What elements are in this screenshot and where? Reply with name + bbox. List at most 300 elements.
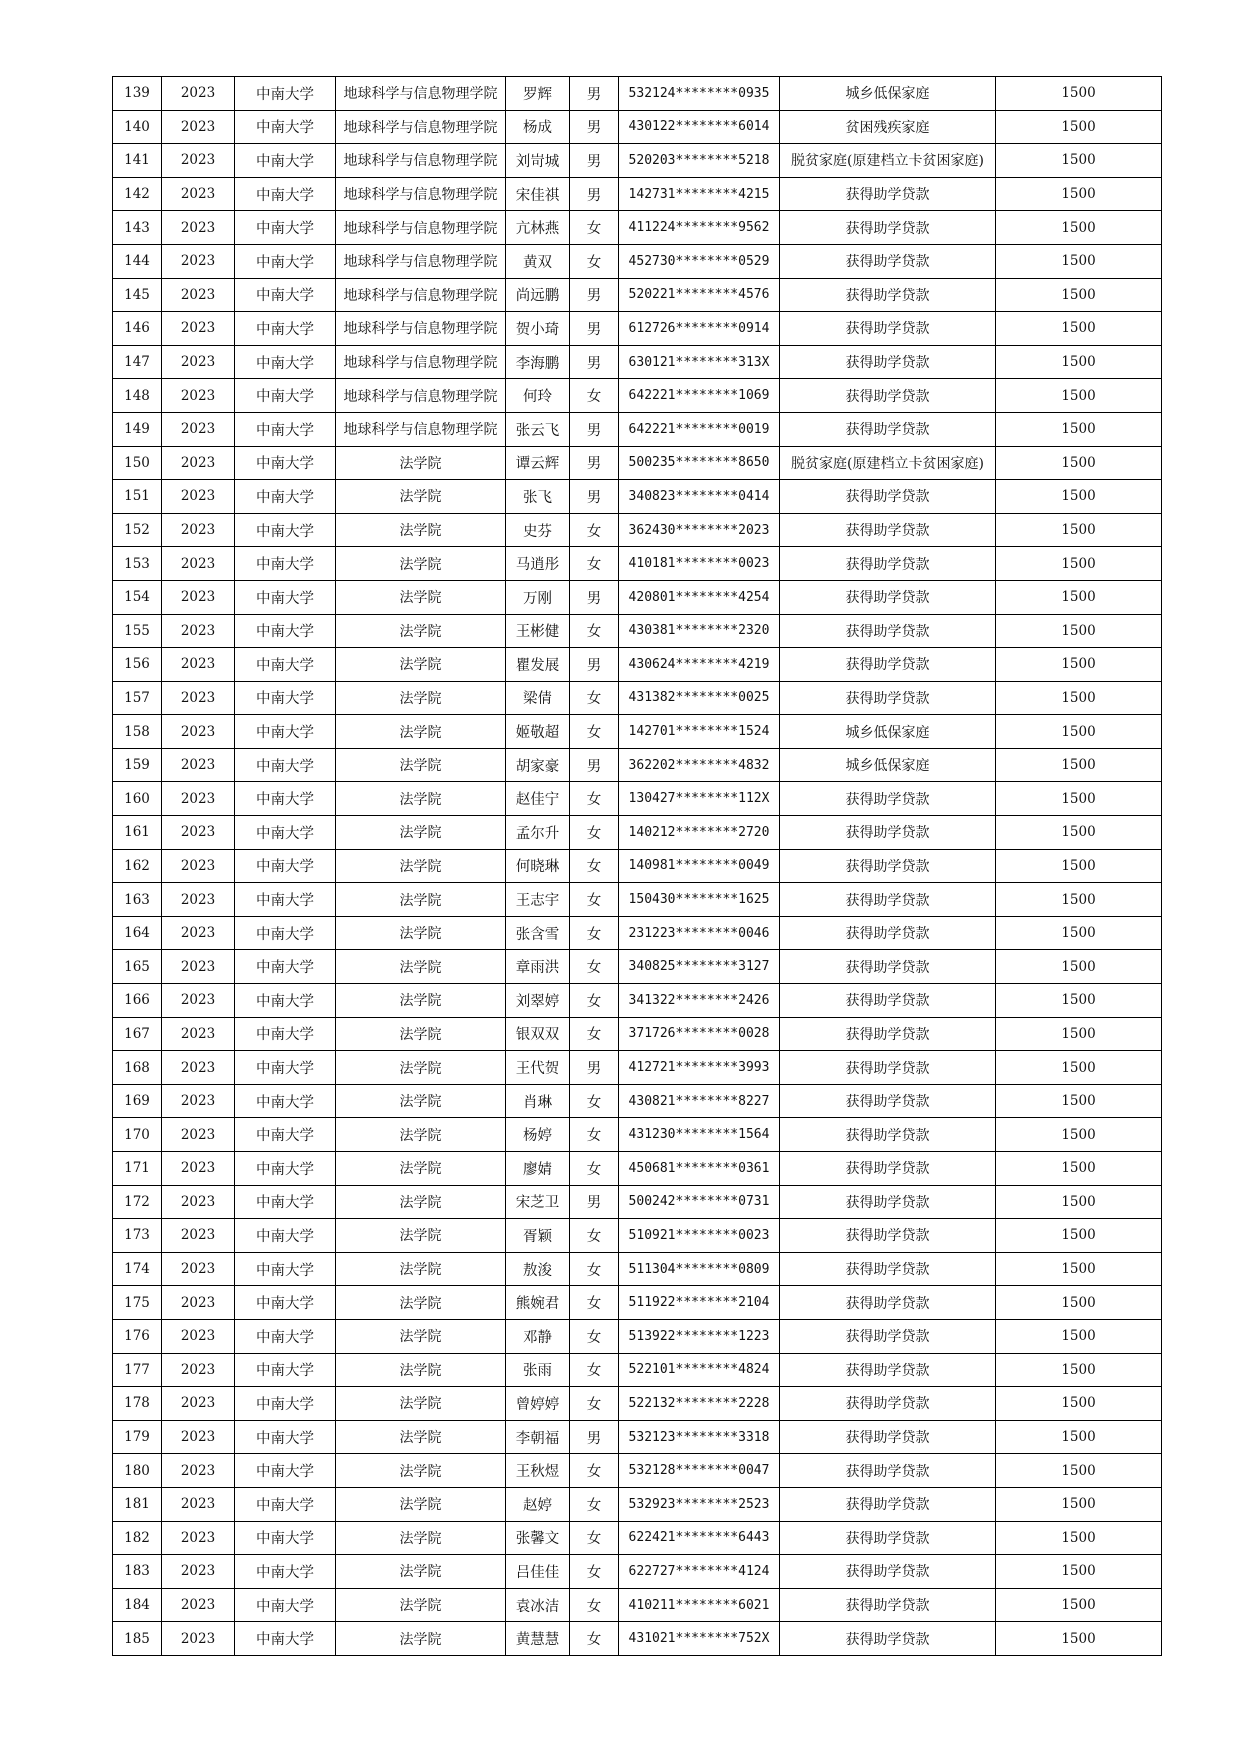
aid-amount-cell: 1500: [996, 950, 1162, 984]
row-number-cell: 165: [113, 950, 162, 984]
table-row: [113, 1487, 1162, 1521]
table-row: [113, 883, 1162, 917]
table-row: [113, 916, 1162, 950]
row-number-cell: 158: [113, 715, 162, 749]
college-cell: 法学院: [336, 648, 506, 682]
row-number-cell: 177: [113, 1353, 162, 1387]
aid-condition-cell: 获得助学贷款: [780, 1353, 996, 1387]
id-number-cell: 522132********2228: [619, 1387, 780, 1421]
id-number-cell: 431021********752X: [619, 1622, 780, 1656]
gender-cell: 女: [570, 1588, 619, 1622]
row-number-cell: 166: [113, 984, 162, 1018]
aid-amount-cell: 1500: [996, 1084, 1162, 1118]
gender-cell: 男: [570, 748, 619, 782]
university-cell: 中南大学: [235, 849, 336, 883]
gender-cell: 男: [570, 177, 619, 211]
aid-amount-cell: 1500: [996, 816, 1162, 850]
aid-condition-cell: 获得助学贷款: [780, 345, 996, 379]
row-number-cell: 172: [113, 1185, 162, 1219]
table-row: [113, 580, 1162, 614]
aid-amount-cell: 1500: [996, 211, 1162, 245]
row-number-cell: 148: [113, 379, 162, 413]
student-name-cell: 史芬: [506, 513, 570, 547]
aid-amount-cell: 1500: [996, 580, 1162, 614]
gender-cell: 女: [570, 816, 619, 850]
aid-condition-cell: 获得助学贷款: [780, 1219, 996, 1253]
student-name-cell: 罗辉: [506, 77, 570, 111]
id-number-cell: 510921********0023: [619, 1219, 780, 1253]
year-cell: 2023: [162, 849, 235, 883]
row-number-cell: 183: [113, 1555, 162, 1589]
id-number-cell: 340823********0414: [619, 480, 780, 514]
id-number-cell: 522101********4824: [619, 1353, 780, 1387]
table-row: [113, 1387, 1162, 1421]
row-number-cell: 153: [113, 547, 162, 581]
university-cell: 中南大学: [235, 816, 336, 850]
id-number-cell: 150430********1625: [619, 883, 780, 917]
id-number-cell: 420801********4254: [619, 580, 780, 614]
row-number-cell: 139: [113, 77, 162, 111]
student-name-cell: 肖琳: [506, 1084, 570, 1118]
id-number-cell: 340825********3127: [619, 950, 780, 984]
aid-condition-cell: 获得助学贷款: [780, 1387, 996, 1421]
aid-amount-cell: 1500: [996, 110, 1162, 144]
aid-amount-cell: 1500: [996, 1420, 1162, 1454]
year-cell: 2023: [162, 681, 235, 715]
student-name-cell: 张含雪: [506, 916, 570, 950]
row-number-cell: 146: [113, 312, 162, 346]
row-number-cell: 181: [113, 1487, 162, 1521]
university-cell: 中南大学: [235, 446, 336, 480]
id-number-cell: 130427********112X: [619, 782, 780, 816]
table-row: [113, 1555, 1162, 1589]
gender-cell: 男: [570, 278, 619, 312]
college-cell: 法学院: [336, 1118, 506, 1152]
university-cell: 中南大学: [235, 614, 336, 648]
university-cell: 中南大学: [235, 177, 336, 211]
aid-amount-cell: 1500: [996, 782, 1162, 816]
year-cell: 2023: [162, 782, 235, 816]
university-cell: 中南大学: [235, 916, 336, 950]
gender-cell: 女: [570, 244, 619, 278]
year-cell: 2023: [162, 580, 235, 614]
row-number-cell: 162: [113, 849, 162, 883]
college-cell: 地球科学与信息物理学院: [336, 379, 506, 413]
university-cell: 中南大学: [235, 1051, 336, 1085]
id-number-cell: 622421********6443: [619, 1521, 780, 1555]
row-number-cell: 154: [113, 580, 162, 614]
table-row: [113, 950, 1162, 984]
row-number-cell: 170: [113, 1118, 162, 1152]
gender-cell: 女: [570, 1017, 619, 1051]
aid-condition-cell: 获得助学贷款: [780, 513, 996, 547]
table-row: [113, 1252, 1162, 1286]
university-cell: 中南大学: [235, 1420, 336, 1454]
aid-amount-cell: 1500: [996, 1319, 1162, 1353]
college-cell: 法学院: [336, 513, 506, 547]
aid-condition-cell: 获得助学贷款: [780, 412, 996, 446]
aid-condition-cell: 获得助学贷款: [780, 547, 996, 581]
college-cell: 法学院: [336, 681, 506, 715]
aid-condition-cell: 获得助学贷款: [780, 916, 996, 950]
aid-condition-cell: 获得助学贷款: [780, 1555, 996, 1589]
aid-amount-cell: 1500: [996, 177, 1162, 211]
row-number-cell: 152: [113, 513, 162, 547]
gender-cell: 女: [570, 1084, 619, 1118]
student-name-cell: 袁冰洁: [506, 1588, 570, 1622]
row-number-cell: 174: [113, 1252, 162, 1286]
table-row: [113, 345, 1162, 379]
row-number-cell: 157: [113, 681, 162, 715]
university-cell: 中南大学: [235, 480, 336, 514]
row-number-cell: 168: [113, 1051, 162, 1085]
aid-amount-cell: 1500: [996, 244, 1162, 278]
aid-amount-cell: 1500: [996, 648, 1162, 682]
gender-cell: 女: [570, 984, 619, 1018]
aid-amount-cell: 1500: [996, 412, 1162, 446]
year-cell: 2023: [162, 1185, 235, 1219]
student-name-cell: 黄慧慧: [506, 1622, 570, 1656]
aid-amount-cell: 1500: [996, 614, 1162, 648]
university-cell: 中南大学: [235, 715, 336, 749]
id-number-cell: 341322********2426: [619, 984, 780, 1018]
row-number-cell: 175: [113, 1286, 162, 1320]
college-cell: 法学院: [336, 1353, 506, 1387]
year-cell: 2023: [162, 513, 235, 547]
student-aid-table: [112, 76, 1162, 1656]
table-row: [113, 984, 1162, 1018]
student-name-cell: 廖婧: [506, 1152, 570, 1186]
college-cell: 法学院: [336, 1252, 506, 1286]
id-number-cell: 630121********313X: [619, 345, 780, 379]
year-cell: 2023: [162, 984, 235, 1018]
year-cell: 2023: [162, 1487, 235, 1521]
aid-condition-cell: 获得助学贷款: [780, 883, 996, 917]
aid-condition-cell: 脱贫家庭(原建档立卡贫困家庭): [780, 446, 996, 480]
college-cell: 法学院: [336, 1051, 506, 1085]
table-row: [113, 412, 1162, 446]
year-cell: 2023: [162, 1521, 235, 1555]
row-number-cell: 140: [113, 110, 162, 144]
year-cell: 2023: [162, 1118, 235, 1152]
college-cell: 地球科学与信息物理学院: [336, 77, 506, 111]
aid-amount-cell: 1500: [996, 1118, 1162, 1152]
aid-condition-cell: 获得助学贷款: [780, 950, 996, 984]
row-number-cell: 185: [113, 1622, 162, 1656]
student-name-cell: 章雨洪: [506, 950, 570, 984]
table-row: [113, 446, 1162, 480]
row-number-cell: 169: [113, 1084, 162, 1118]
aid-amount-cell: 1500: [996, 1353, 1162, 1387]
aid-condition-cell: 获得助学贷款: [780, 1319, 996, 1353]
gender-cell: 女: [570, 211, 619, 245]
gender-cell: 男: [570, 345, 619, 379]
id-number-cell: 412721********3993: [619, 1051, 780, 1085]
id-number-cell: 362430********2023: [619, 513, 780, 547]
aid-condition-cell: 获得助学贷款: [780, 1152, 996, 1186]
student-name-cell: 赵佳宁: [506, 782, 570, 816]
row-number-cell: 178: [113, 1387, 162, 1421]
university-cell: 中南大学: [235, 312, 336, 346]
aid-amount-cell: 1500: [996, 1051, 1162, 1085]
college-cell: 地球科学与信息物理学院: [336, 312, 506, 346]
table-row: [113, 1353, 1162, 1387]
aid-amount-cell: 1500: [996, 480, 1162, 514]
gender-cell: 男: [570, 412, 619, 446]
id-number-cell: 642221********1069: [619, 379, 780, 413]
aid-amount-cell: 1500: [996, 446, 1162, 480]
student-name-cell: 银双双: [506, 1017, 570, 1051]
aid-condition-cell: 获得助学贷款: [780, 312, 996, 346]
id-number-cell: 411224********9562: [619, 211, 780, 245]
gender-cell: 男: [570, 1051, 619, 1085]
college-cell: 法学院: [336, 950, 506, 984]
aid-condition-cell: 获得助学贷款: [780, 211, 996, 245]
student-name-cell: 张云飞: [506, 412, 570, 446]
table-row: [113, 110, 1162, 144]
college-cell: 法学院: [336, 480, 506, 514]
college-cell: 法学院: [336, 1286, 506, 1320]
id-number-cell: 520203********5218: [619, 144, 780, 178]
table-row: [113, 748, 1162, 782]
row-number-cell: 167: [113, 1017, 162, 1051]
aid-amount-cell: 1500: [996, 883, 1162, 917]
student-name-cell: 王彬健: [506, 614, 570, 648]
gender-cell: 女: [570, 1219, 619, 1253]
table-row: [113, 1588, 1162, 1622]
row-number-cell: 155: [113, 614, 162, 648]
university-cell: 中南大学: [235, 748, 336, 782]
table-row: [113, 1118, 1162, 1152]
year-cell: 2023: [162, 412, 235, 446]
university-cell: 中南大学: [235, 278, 336, 312]
aid-amount-cell: 1500: [996, 1152, 1162, 1186]
college-cell: 法学院: [336, 1152, 506, 1186]
row-number-cell: 142: [113, 177, 162, 211]
aid-condition-cell: 获得助学贷款: [780, 1622, 996, 1656]
student-name-cell: 宋芝卫: [506, 1185, 570, 1219]
university-cell: 中南大学: [235, 244, 336, 278]
table-row: [113, 480, 1162, 514]
aid-amount-cell: 1500: [996, 1454, 1162, 1488]
table-row: [113, 379, 1162, 413]
student-name-cell: 黄双: [506, 244, 570, 278]
aid-amount-cell: 1500: [996, 1252, 1162, 1286]
gender-cell: 男: [570, 580, 619, 614]
year-cell: 2023: [162, 1152, 235, 1186]
university-cell: 中南大学: [235, 1521, 336, 1555]
gender-cell: 男: [570, 312, 619, 346]
aid-amount-cell: 1500: [996, 1017, 1162, 1051]
university-cell: 中南大学: [235, 110, 336, 144]
year-cell: 2023: [162, 883, 235, 917]
student-name-cell: 瞿发展: [506, 648, 570, 682]
aid-amount-cell: 1500: [996, 1286, 1162, 1320]
gender-cell: 女: [570, 1454, 619, 1488]
year-cell: 2023: [162, 1084, 235, 1118]
table-row: [113, 144, 1162, 178]
table-row: [113, 1219, 1162, 1253]
college-cell: 法学院: [336, 1521, 506, 1555]
college-cell: 地球科学与信息物理学院: [336, 110, 506, 144]
student-name-cell: 胡家豪: [506, 748, 570, 782]
student-name-cell: 张雨: [506, 1353, 570, 1387]
student-name-cell: 张飞: [506, 480, 570, 514]
row-number-cell: 150: [113, 446, 162, 480]
gender-cell: 女: [570, 681, 619, 715]
gender-cell: 女: [570, 614, 619, 648]
university-cell: 中南大学: [235, 1353, 336, 1387]
year-cell: 2023: [162, 1219, 235, 1253]
gender-cell: 女: [570, 883, 619, 917]
aid-condition-cell: 获得助学贷款: [780, 984, 996, 1018]
university-cell: 中南大学: [235, 412, 336, 446]
college-cell: 地球科学与信息物理学院: [336, 278, 506, 312]
id-number-cell: 142731********4215: [619, 177, 780, 211]
university-cell: 中南大学: [235, 144, 336, 178]
gender-cell: 男: [570, 1420, 619, 1454]
aid-condition-cell: 获得助学贷款: [780, 1051, 996, 1085]
id-number-cell: 532124********0935: [619, 77, 780, 111]
student-name-cell: 姬敬超: [506, 715, 570, 749]
aid-amount-cell: 1500: [996, 379, 1162, 413]
aid-condition-cell: 获得助学贷款: [780, 177, 996, 211]
id-number-cell: 532128********0047: [619, 1454, 780, 1488]
aid-amount-cell: 1500: [996, 849, 1162, 883]
row-number-cell: 160: [113, 782, 162, 816]
gender-cell: 女: [570, 782, 619, 816]
gender-cell: 女: [570, 1319, 619, 1353]
college-cell: 地球科学与信息物理学院: [336, 144, 506, 178]
university-cell: 中南大学: [235, 1487, 336, 1521]
id-number-cell: 410181********0023: [619, 547, 780, 581]
year-cell: 2023: [162, 177, 235, 211]
aid-condition-cell: 获得助学贷款: [780, 816, 996, 850]
aid-amount-cell: 1500: [996, 1387, 1162, 1421]
id-number-cell: 500235********8650: [619, 446, 780, 480]
college-cell: 法学院: [336, 614, 506, 648]
university-cell: 中南大学: [235, 1185, 336, 1219]
table-row: [113, 244, 1162, 278]
college-cell: 法学院: [336, 1319, 506, 1353]
student-name-cell: 张馨文: [506, 1521, 570, 1555]
university-cell: 中南大学: [235, 379, 336, 413]
college-cell: 法学院: [336, 984, 506, 1018]
aid-condition-cell: 获得助学贷款: [780, 1017, 996, 1051]
university-cell: 中南大学: [235, 950, 336, 984]
aid-amount-cell: 1500: [996, 1219, 1162, 1253]
table-row: [113, 77, 1162, 111]
id-number-cell: 371726********0028: [619, 1017, 780, 1051]
university-cell: 中南大学: [235, 1084, 336, 1118]
row-number-cell: 171: [113, 1152, 162, 1186]
gender-cell: 男: [570, 648, 619, 682]
college-cell: 法学院: [336, 1555, 506, 1589]
year-cell: 2023: [162, 312, 235, 346]
year-cell: 2023: [162, 816, 235, 850]
year-cell: 2023: [162, 110, 235, 144]
aid-amount-cell: 1500: [996, 1588, 1162, 1622]
gender-cell: 男: [570, 144, 619, 178]
year-cell: 2023: [162, 1017, 235, 1051]
year-cell: 2023: [162, 379, 235, 413]
university-cell: 中南大学: [235, 1152, 336, 1186]
student-name-cell: 吕佳佳: [506, 1555, 570, 1589]
gender-cell: 女: [570, 1152, 619, 1186]
university-cell: 中南大学: [235, 1387, 336, 1421]
student-name-cell: 尚远鹏: [506, 278, 570, 312]
table-row: [113, 1622, 1162, 1656]
aid-condition-cell: 获得助学贷款: [780, 1286, 996, 1320]
aid-amount-cell: 1500: [996, 1487, 1162, 1521]
table-row: [113, 1454, 1162, 1488]
row-number-cell: 163: [113, 883, 162, 917]
gender-cell: 女: [570, 1286, 619, 1320]
aid-condition-cell: 获得助学贷款: [780, 480, 996, 514]
college-cell: 法学院: [336, 1588, 506, 1622]
college-cell: 法学院: [336, 715, 506, 749]
year-cell: 2023: [162, 748, 235, 782]
year-cell: 2023: [162, 211, 235, 245]
year-cell: 2023: [162, 715, 235, 749]
table-row: [113, 211, 1162, 245]
student-name-cell: 敖浚: [506, 1252, 570, 1286]
id-number-cell: 622727********4124: [619, 1555, 780, 1589]
aid-condition-cell: 获得助学贷款: [780, 1521, 996, 1555]
row-number-cell: 164: [113, 916, 162, 950]
aid-condition-cell: 获得助学贷款: [780, 614, 996, 648]
aid-condition-cell: 获得助学贷款: [780, 648, 996, 682]
university-cell: 中南大学: [235, 984, 336, 1018]
year-cell: 2023: [162, 1252, 235, 1286]
gender-cell: 女: [570, 849, 619, 883]
table-row: [113, 1084, 1162, 1118]
college-cell: 法学院: [336, 1622, 506, 1656]
college-cell: 法学院: [336, 1387, 506, 1421]
year-cell: 2023: [162, 278, 235, 312]
aid-amount-cell: 1500: [996, 547, 1162, 581]
aid-condition-cell: 获得助学贷款: [780, 782, 996, 816]
university-cell: 中南大学: [235, 1219, 336, 1253]
table-row: [113, 1017, 1162, 1051]
id-number-cell: 612726********0914: [619, 312, 780, 346]
university-cell: 中南大学: [235, 1588, 336, 1622]
student-name-cell: 贺小琦: [506, 312, 570, 346]
id-number-cell: 642221********0019: [619, 412, 780, 446]
aid-condition-cell: 城乡低保家庭: [780, 748, 996, 782]
university-cell: 中南大学: [235, 1017, 336, 1051]
id-number-cell: 450681********0361: [619, 1152, 780, 1186]
table-body: [113, 77, 1162, 1656]
student-name-cell: 宋佳祺: [506, 177, 570, 211]
table-row: [113, 1286, 1162, 1320]
university-cell: 中南大学: [235, 211, 336, 245]
year-cell: 2023: [162, 77, 235, 111]
student-name-cell: 亢林燕: [506, 211, 570, 245]
college-cell: 地球科学与信息物理学院: [336, 345, 506, 379]
gender-cell: 男: [570, 446, 619, 480]
row-number-cell: 184: [113, 1588, 162, 1622]
student-name-cell: 王志宇: [506, 883, 570, 917]
student-name-cell: 李海鹏: [506, 345, 570, 379]
row-number-cell: 161: [113, 816, 162, 850]
year-cell: 2023: [162, 1319, 235, 1353]
table-row: [113, 782, 1162, 816]
college-cell: 法学院: [336, 782, 506, 816]
aid-condition-cell: 获得助学贷款: [780, 1454, 996, 1488]
university-cell: 中南大学: [235, 1118, 336, 1152]
gender-cell: 男: [570, 1185, 619, 1219]
